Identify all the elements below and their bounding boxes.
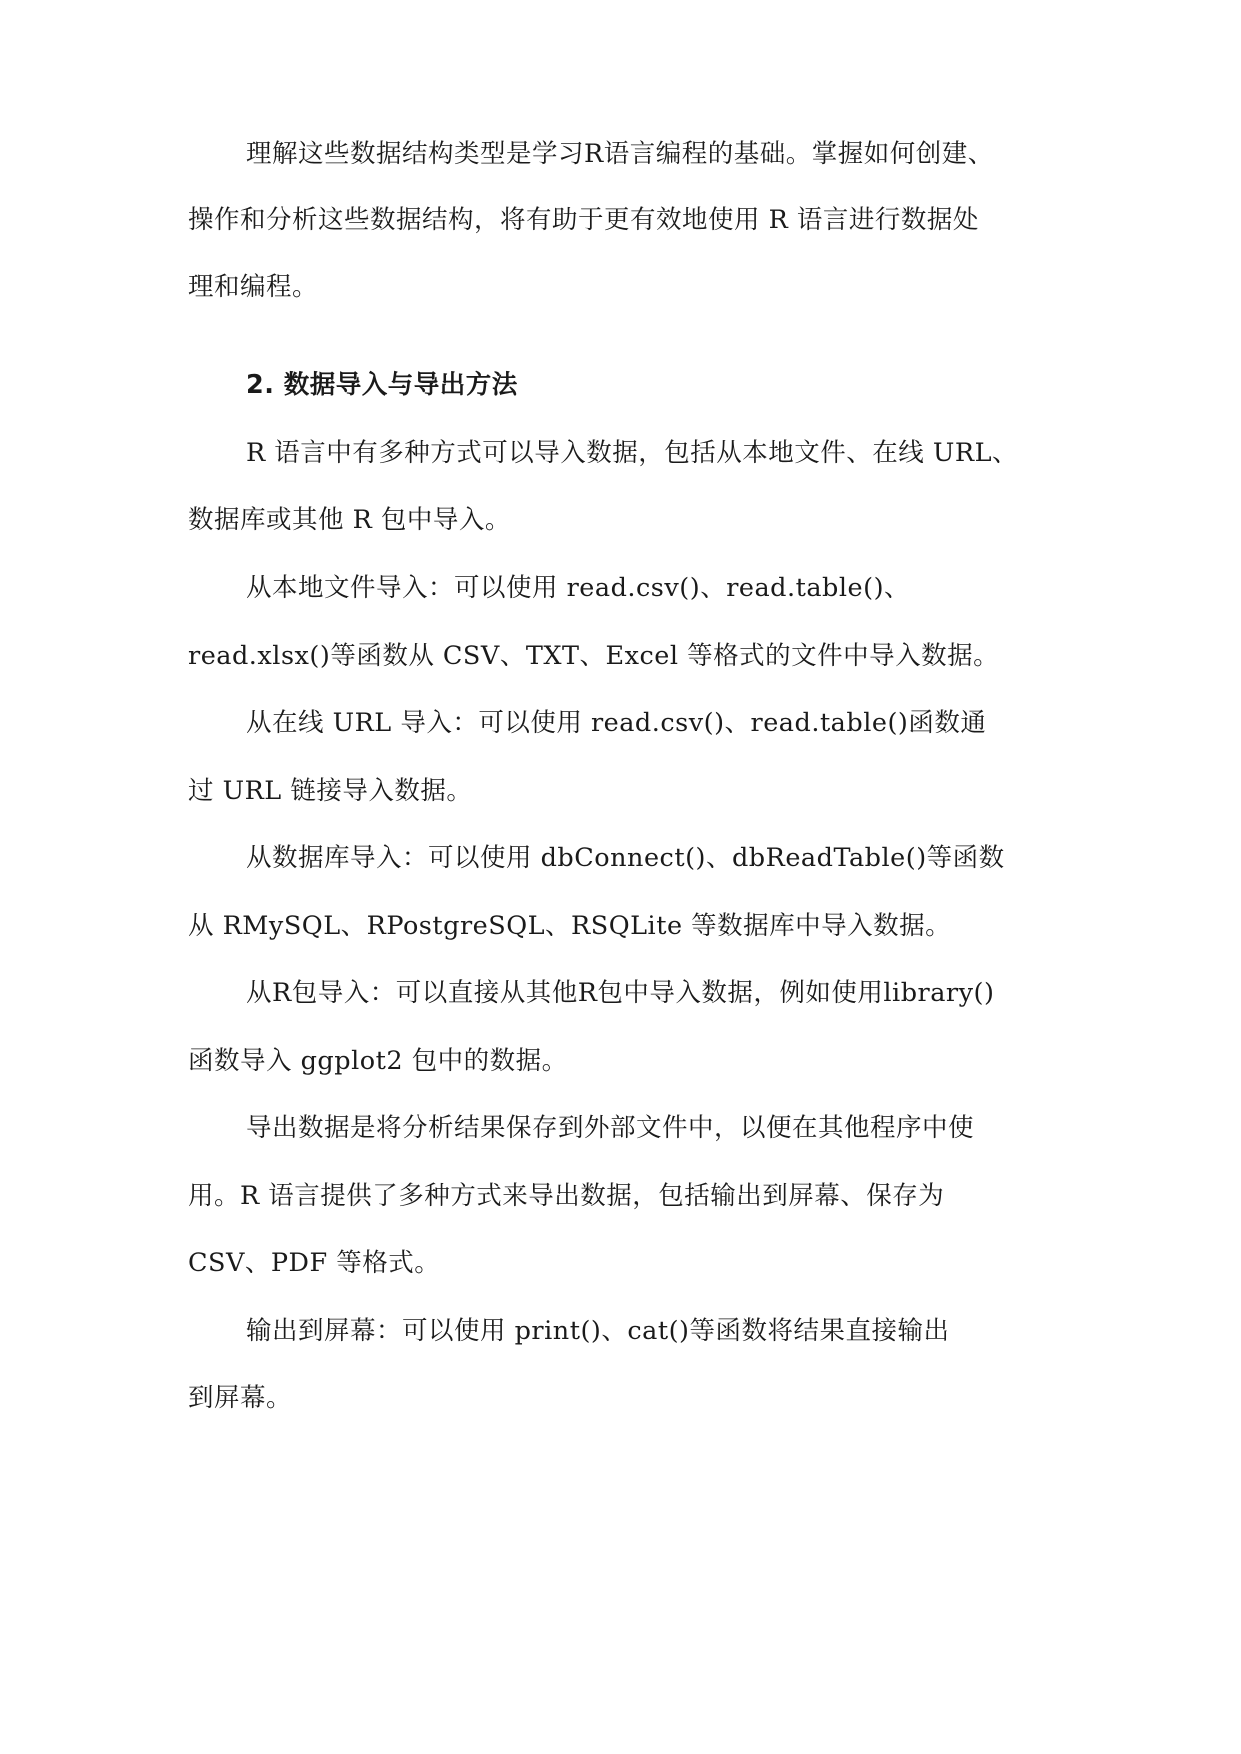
paragraph-line: 数据库或其他 R 包中导入。: [188, 505, 511, 535]
paragraph-line: 从R包导入：可以直接从其他R包中导入数据，例如使用library(): [246, 978, 995, 1008]
section-heading: 2. 数据导入与导出方法: [246, 370, 518, 400]
paragraph-line: 导出数据是将分析结果保存到外部文件中，以便在其他程序中使: [246, 1113, 975, 1143]
paragraph-line: 从在线 URL 导入：可以使用 read.csv()、read.table()函数通: [246, 708, 987, 738]
paragraph-line: R 语言中有多种方式可以导入数据，包括从本地文件、在线 URL、: [246, 438, 1019, 468]
paragraph-line: 从数据库导入：可以使用 dbConnect()、dbReadTable()等函数: [246, 843, 1005, 873]
paragraph-line: 输出到屏幕：可以使用 print()、cat()等函数将结果直接输出: [246, 1316, 950, 1346]
paragraph-line: 到屏幕。: [188, 1383, 293, 1413]
paragraph-line: 过 URL 链接导入数据。: [188, 776, 473, 806]
paragraph-line: CSV、PDF 等格式。: [188, 1248, 441, 1278]
paragraph-line: read.xlsx()等函数从 CSV、TXT、Excel 等格式的文件中导入数据。: [188, 641, 1000, 671]
paragraph-line: 理和编程。: [188, 272, 319, 302]
paragraph-line: 从 RMySQL、RPostgreSQL、RSQLite 等数据库中导入数据。: [188, 911, 952, 941]
paragraph-line: 用。R 语言提供了多种方式来导出数据，包括输出到屏幕、保存为: [188, 1181, 945, 1211]
paragraph-line: 从本地文件导入：可以使用 read.csv()、read.table()、: [246, 573, 911, 603]
paragraph-line: 操作和分析这些数据结构，将有助于更有效地使用 R 语言进行数据处: [188, 205, 979, 235]
paragraph-line: 理解这些数据结构类型是学习R语言编程的基础。掌握如何创建、: [246, 139, 994, 169]
paragraph-line: 函数导入 ggplot2 包中的数据。: [188, 1046, 568, 1076]
